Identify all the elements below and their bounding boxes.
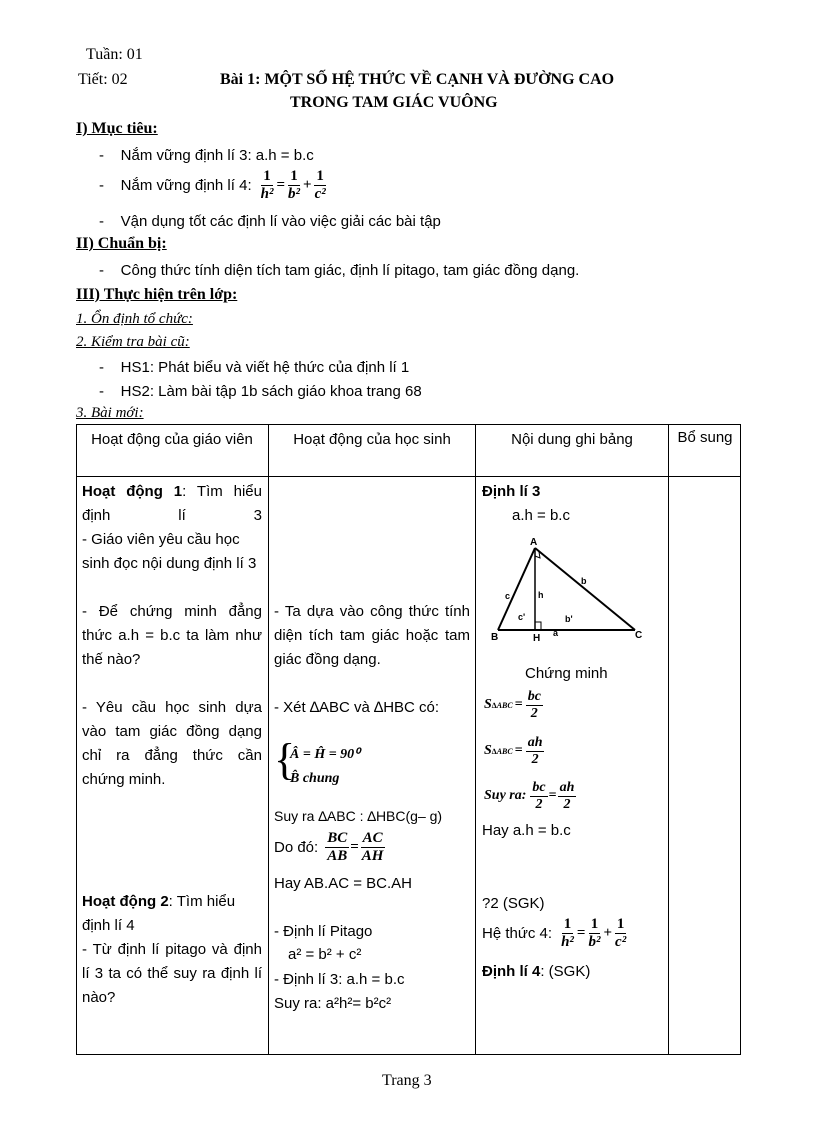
theorem4-formula: $\frac{1}{\text{h²}}$ = $\frac{1}{\text{b²}}$ + $\frac{1}{\text{c²}}$ xyxy=(260,167,326,202)
teacher-activity-2: Hoạt động 2: Tìm hiểu định lí 4 xyxy=(82,893,236,934)
prep-title: II) Chuẩn bị: xyxy=(76,235,167,252)
procedure-title: III) Thực hiện trên lớp: xyxy=(76,286,238,303)
lesson-title-line1: Bài 1: MỘT SỐ HỆ THỨC VỀ CẠNH VÀ ĐƯỜNG CAO xyxy=(220,71,615,88)
board-thm3-eq: a.h = b.c xyxy=(512,507,570,524)
step1-label: 1. Ổn định tổ chức: xyxy=(76,311,193,327)
board-line: Hay a.h = b.c xyxy=(482,822,571,839)
board-area-ah: S ∆ABC = $\frac{ah}{2}$ xyxy=(484,734,543,767)
triangle-figure xyxy=(485,532,655,644)
objective-item: - Vận dụng tốt các định lí vào việc giải các bài tập xyxy=(99,213,441,230)
teacher-line: - Để chứng minh đẳng thức a.h = b.c ta làm như thế nào? xyxy=(82,603,262,668)
teacher-line: - Yêu cầu học sinh dựa vào tam giác đồng dạng chỉ ra đẳng thức cần chứng minh. xyxy=(82,699,262,788)
objective-item: - Nắm vững định lí 3: a.h = b.c xyxy=(99,147,314,164)
period-label: Tiết: 02 xyxy=(78,71,128,88)
board-line: ?2 (SGK) xyxy=(482,895,545,912)
board-equality: Suy ra: $\frac{bc}{2}$ = $\frac{ah}{2}$ xyxy=(484,779,575,812)
header-teacher: Hoạt động của giáo viên xyxy=(91,431,253,448)
student-line: - Định lí 3: a.h = b.c xyxy=(274,971,405,988)
student-line: - Định lí Pitago xyxy=(274,923,373,940)
student-line: - Ta dựa vào công thức tính diện tích tam giác hoặc tam giác đồng dạng. xyxy=(274,603,470,668)
student-line: Suy ra: a²h²= b²c² xyxy=(274,995,392,1012)
vertex-h: H xyxy=(533,633,541,644)
teacher-line: - Giáo viên yêu cầu học sinh đọc nội dung định lí 3 xyxy=(82,531,257,572)
check-item: - HS1: Phát biểu và viết hệ thức của định lí 1 xyxy=(99,359,410,376)
student-line: Hay AB.AC = BC.AH xyxy=(274,875,412,892)
vertex-a: A xyxy=(530,537,538,548)
header-board: Nội dung ghi bảng xyxy=(511,431,633,448)
step2-label: 2. Kiểm tra bài cũ: xyxy=(76,334,190,350)
label-c: c xyxy=(505,591,511,601)
objectives-title: I) Mục tiêu: xyxy=(76,120,158,137)
student-ratio: Do đó: $\frac{BC}{AB}$ = $\frac{AC}{AH}$ xyxy=(274,829,384,864)
side-ab xyxy=(498,548,535,630)
side-ac xyxy=(535,548,635,630)
board-thm4: Định lí 4: (SGK) xyxy=(482,963,591,980)
board-proof-title: Chứng minh xyxy=(525,665,608,682)
prep-item: - Công thức tính diện tích tam giác, định lí pitago, tam giác đồng dạng. xyxy=(99,262,580,279)
label-b-prime: b' xyxy=(565,614,573,624)
student-line: a² = b² + c² xyxy=(288,946,362,963)
step3-label: 3. Bài mới: xyxy=(76,405,144,421)
student-similar: Suy ra ∆ABC : ∆HBC(g– g) xyxy=(274,808,443,824)
label-a: a xyxy=(553,628,559,638)
check-item: - HS2: Làm bài tập 1b sách giáo khoa trang 68 xyxy=(99,383,422,400)
vertex-c: C xyxy=(635,630,643,641)
vertex-b: B xyxy=(491,632,499,643)
lesson-title-line2: TRONG TAM GIÁC VUÔNG xyxy=(290,94,498,111)
teacher-line: - Từ định lí pitago và định lí 3 ta có thể suy ra định lí nào? xyxy=(82,941,262,1006)
label-b: b xyxy=(581,576,587,586)
board-thm3-title: Định lí 3 xyxy=(482,483,541,500)
header-student: Hoạt động của học sinh xyxy=(293,431,451,448)
page-number: Trang 3 xyxy=(382,1072,432,1089)
board-area-bc: S ∆ABC = $\frac{bc}{2}$ xyxy=(484,688,541,721)
week-label: Tuần: 01 xyxy=(86,46,143,63)
header-extra: Bổ sung xyxy=(677,429,733,446)
student-line: - Xét ∆ABC và ∆HBC có: xyxy=(274,699,440,716)
label-h: h xyxy=(538,590,544,600)
teacher-activity-1: Hoạt động 1: Tìm hiểu định lí 3 xyxy=(82,483,262,524)
board-thm4-formula: Hệ thức 4: $\frac{1}{\text{h²}}$ = $\frac{1}{\text{b²}}$ + $\frac{1}{\text{c²}}$ xyxy=(482,915,627,950)
objective-item: - Nắm vững định lí 4: $\frac{1}{\text{h²}}$ = $\frac{1}{\text{b²}}$ + $\frac{1}{\text{c²}}$ xyxy=(99,165,329,205)
label-c-prime: c' xyxy=(518,612,526,622)
